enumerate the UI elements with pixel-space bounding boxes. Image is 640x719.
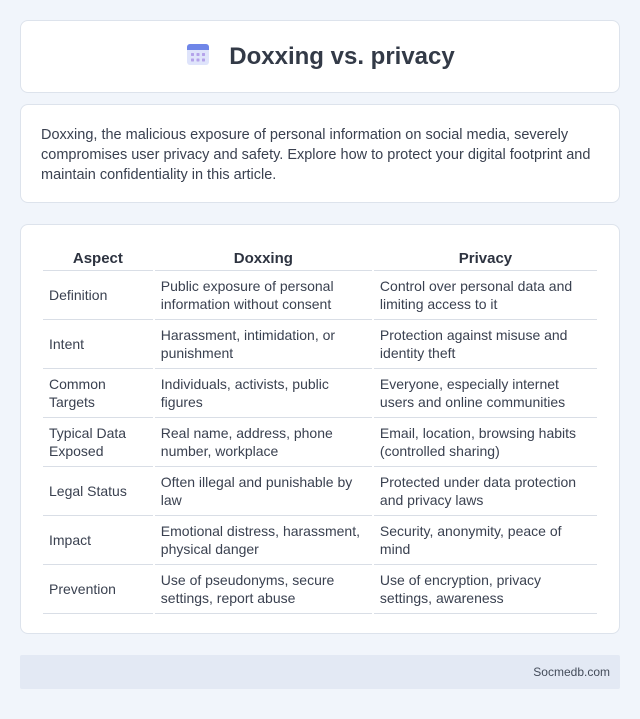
- aspect-cell: Intent: [43, 320, 153, 369]
- footer: [20, 655, 620, 689]
- table-row: [43, 320, 597, 369]
- privacy-cell: Everyone, especially internet users and online communities: [374, 369, 597, 418]
- privacy-cell: Security, anonymity, peace of mind: [374, 516, 597, 565]
- privacy-cell: Email, location, browsing habits (controlled sharing): [374, 418, 597, 467]
- aspect-cell: Typical Data Exposed: [43, 418, 153, 467]
- intro-text: Doxxing, the malicious exposure of personal information on social media, severely compromises user privacy and safety. Explore how to protect your digital footprint and maintain confidentiality in this article.: [41, 127, 591, 183]
- doxxing-cell: Use of pseudonyms, secure settings, report abuse: [155, 565, 372, 614]
- table-row: [43, 418, 597, 467]
- aspect-cell: Impact: [43, 516, 153, 565]
- doxxing-cell: Individuals, activists, public figures: [155, 369, 372, 418]
- privacy-cell: Use of encryption, privacy settings, awareness: [374, 565, 597, 614]
- table-row: [43, 271, 597, 320]
- privacy-cell: Protected under data protection and privacy laws: [374, 467, 597, 516]
- page-title: Doxxing vs. privacy: [229, 42, 455, 70]
- table-row: [43, 369, 597, 418]
- aspect-cell: Definition: [43, 271, 153, 320]
- header-card: [20, 20, 620, 93]
- table-row: [43, 516, 597, 565]
- doxxing-cell: Real name, address, phone number, workplace: [155, 418, 372, 467]
- table-row: [43, 565, 597, 614]
- privacy-cell: Control over personal data and limiting access to it: [374, 271, 597, 320]
- table-header-row: [43, 247, 597, 271]
- doxxing-cell: Public exposure of personal information without consent: [155, 271, 372, 320]
- column-header-doxxing: Doxxing: [155, 247, 372, 271]
- intro-card: [20, 104, 620, 203]
- column-header-aspect: Aspect: [43, 247, 153, 271]
- column-header-privacy: Privacy: [374, 247, 597, 271]
- doxxing-cell: Emotional distress, harassment, physical danger: [155, 516, 372, 565]
- aspect-cell: Legal Status: [43, 467, 153, 516]
- aspect-cell: Prevention: [43, 565, 153, 614]
- doxxing-cell: Harassment, intimidation, or punishment: [155, 320, 372, 369]
- doxxing-cell: Often illegal and punishable by law: [155, 467, 372, 516]
- comparison-table: [41, 247, 599, 614]
- privacy-cell: Protection against misuse and identity theft: [374, 320, 597, 369]
- footer-site-name: Socmedb.com: [533, 665, 610, 679]
- aspect-cell: Common Targets: [43, 369, 153, 418]
- comparison-table-card: [20, 224, 620, 634]
- calendar-icon: [185, 41, 211, 72]
- table-row: [43, 467, 597, 516]
